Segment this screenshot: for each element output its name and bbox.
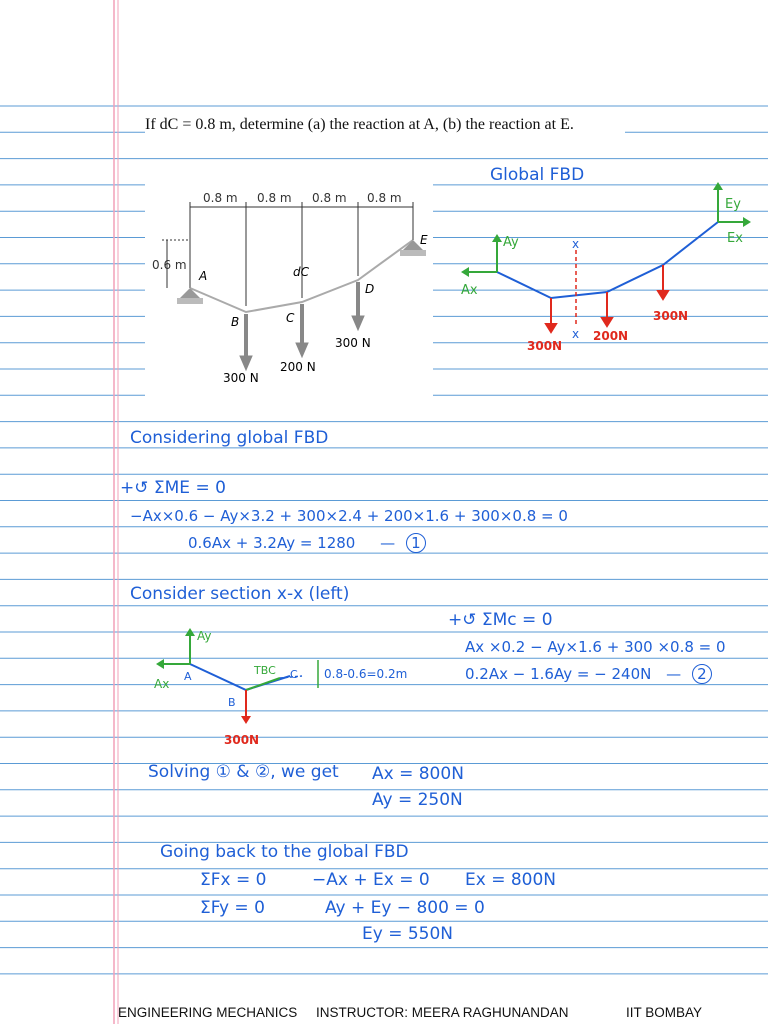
fbd-load-label: 300N (653, 309, 689, 323)
problem-statement: If dC = 0.8 m, determine (a) the reaction at A, (b) the reaction at E. (145, 116, 625, 134)
load-label: 200 N (280, 360, 316, 374)
fbd-load-label: 300N (527, 339, 563, 353)
point-e-label: E (420, 233, 428, 247)
sum-fx-label: ΣFx = 0 (200, 870, 267, 890)
section-b-label: B (228, 696, 236, 709)
section-a-label: A (184, 670, 192, 683)
section-ax-label: Ax (154, 677, 170, 691)
equation-1-tag: 1 (406, 533, 426, 553)
equation-1-text: 0.6Ax + 3.2Ay = 1280 (188, 534, 356, 552)
point-d-label: D (365, 282, 375, 296)
global-fbd-title: Global FBD (490, 165, 585, 185)
ax-result: Ax = 800N (372, 764, 464, 784)
span-label: 0.8 m (257, 191, 292, 205)
ax-label: Ax (461, 283, 478, 298)
heading-section: Consider section x-x (left) (130, 584, 350, 604)
span-label: 0.8 m (367, 191, 402, 205)
height-label: 0.6 m (152, 258, 187, 272)
equation-2-text: 0.2Ax − 1.6Ay = − 240N (465, 665, 652, 683)
textbook-figure (145, 180, 433, 398)
point-c-label: C (286, 311, 295, 325)
span-label: 0.8 m (203, 191, 238, 205)
section-dim-label: 0.8-0.6=0.2m (324, 667, 408, 681)
sum-fx-equation: −Ax + Ex = 0 (312, 870, 430, 890)
moment-e-equation: −Ax×0.6 − Ay×3.2 + 300×2.4 + 200×1.6 + 300×0.8 = 0 (130, 507, 568, 525)
heading-global-fbd: Considering global FBD (130, 428, 329, 448)
moment-e-label: +↺ ΣME = 0 (120, 478, 226, 498)
section-ay-label: Ay (197, 629, 212, 643)
sum-fy-label: ΣFy = 0 (200, 898, 265, 918)
equation-2: 0.2Ax − 1.6Ay = − 240N — 2 (465, 664, 712, 684)
tbc-label: TBC (254, 664, 276, 677)
ay-label: Ay (503, 235, 519, 250)
section-fbd-diagram (150, 620, 440, 750)
load-label: 300 N (223, 371, 259, 385)
fbd-load-label: 200N (593, 329, 629, 343)
moment-c-label: +↺ ΣMc = 0 (448, 610, 553, 630)
point-a-label: A (199, 269, 208, 283)
global-fbd-diagram (455, 178, 755, 358)
dc-label: dC (293, 265, 309, 279)
ex-result: Ex = 800N (465, 870, 557, 890)
ex-label: Ex (727, 231, 743, 246)
span-label: 0.8 m (312, 191, 347, 205)
section-c-label: C (290, 668, 298, 681)
equation-1: 0.6Ax + 3.2Ay = 1280 — 1 (188, 533, 426, 553)
footer-instructor: INSTRUCTOR: MEERA RAGHUNANDAN (316, 1005, 569, 1020)
equation-2-tag: 2 (692, 664, 712, 684)
section-mark: x (572, 237, 580, 251)
heading-global-return: Going back to the global FBD (160, 842, 409, 862)
section-load-label: 300N (224, 733, 260, 747)
load-label: 300 N (335, 336, 371, 350)
moment-c-equation: Ax ×0.2 − Ay×1.6 + 300 ×0.8 = 0 (465, 638, 726, 656)
sum-fy-equation: Ay + Ey − 800 = 0 (325, 898, 485, 918)
ey-result: Ey = 550N (362, 924, 454, 944)
solving-line: Solving ① & ②, we get (148, 762, 339, 782)
section-mark: x (572, 327, 580, 341)
ey-label: Ey (725, 197, 741, 212)
point-b-label: B (231, 315, 240, 329)
footer-institute: IIT BOMBAY (626, 1005, 703, 1020)
ay-result: Ay = 250N (372, 790, 463, 810)
footer-course: ENGINEERING MECHANICS (118, 1005, 298, 1020)
